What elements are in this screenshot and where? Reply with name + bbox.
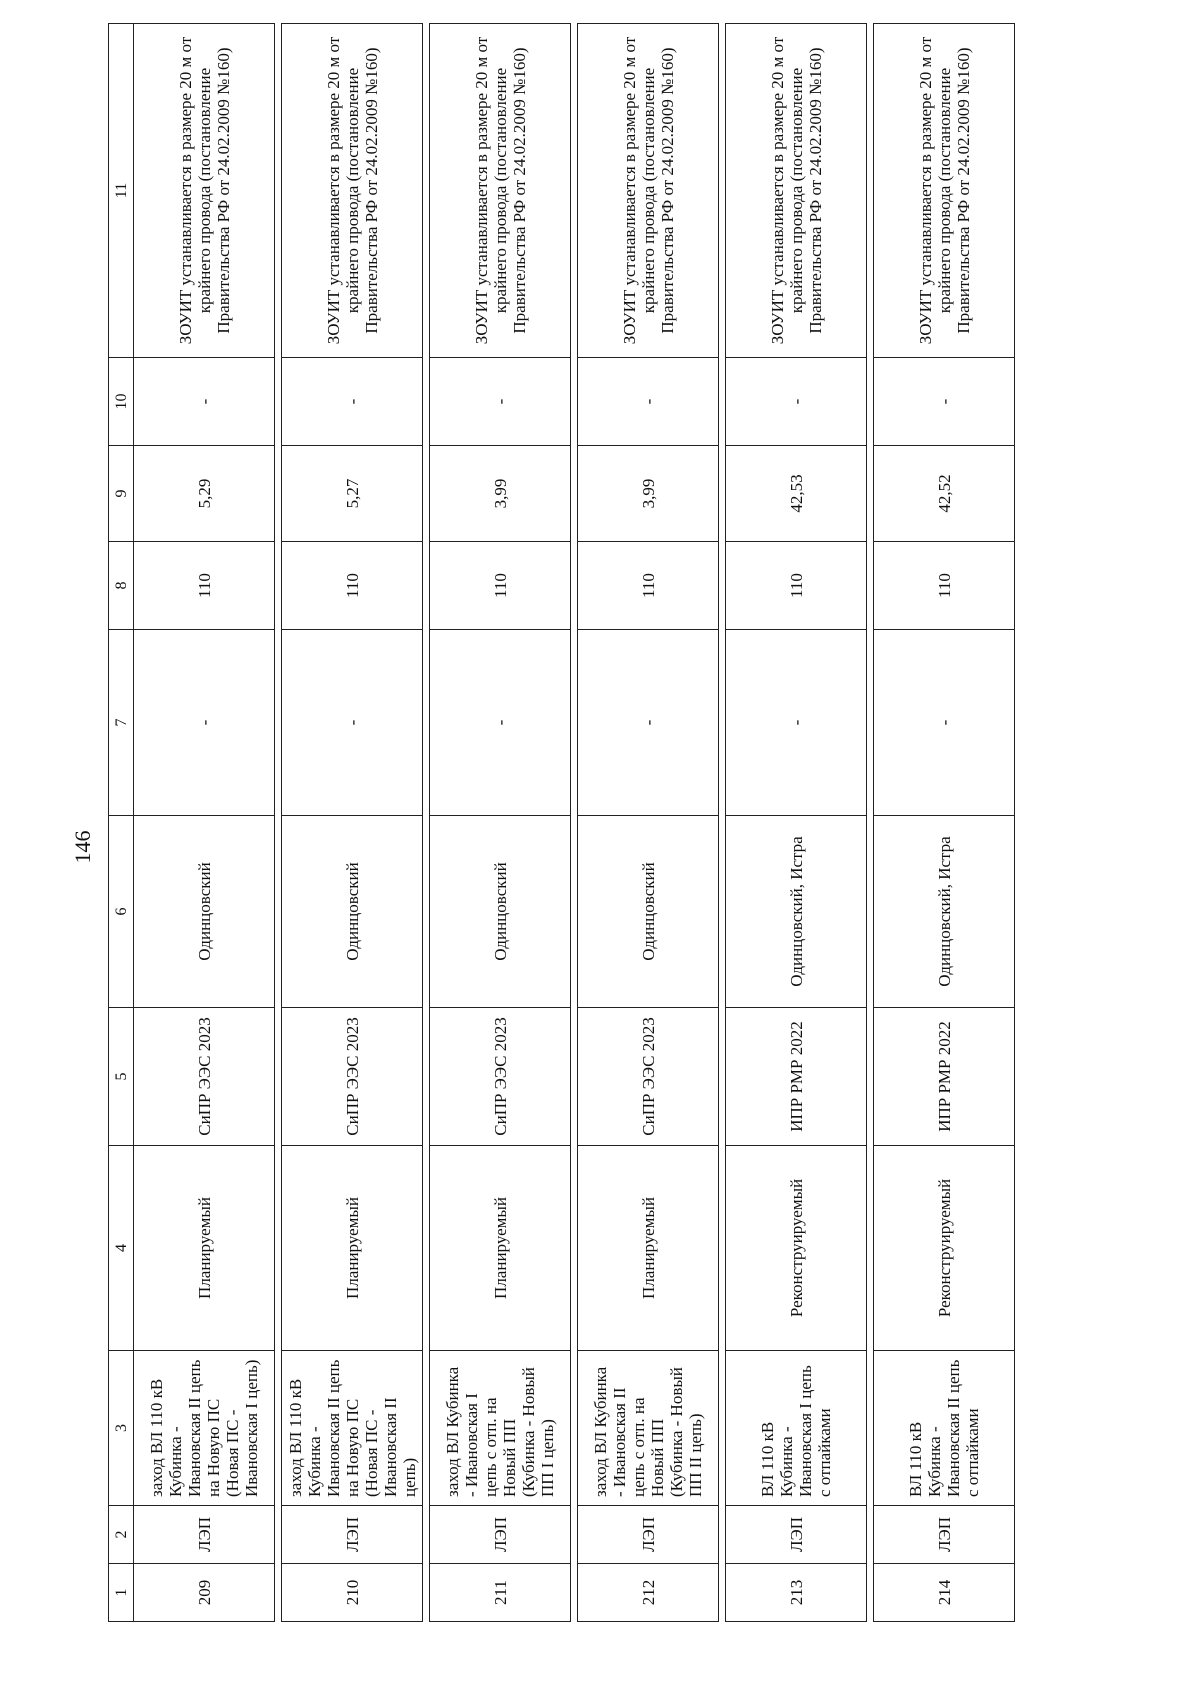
source-document: ИПР РМР 2022 (726, 1008, 867, 1146)
object-name: заход ВЛ 110 кВ Кубинка - Ивановская II цепь на Новую ПС (Новая ПС - Ивановская II цепь) (282, 1351, 423, 1506)
row-separator (275, 24, 282, 1622)
object-type: ЛЭП (282, 1506, 423, 1564)
object-type: ЛЭП (430, 1506, 571, 1564)
length-value: 5,27 (282, 446, 423, 542)
row-separator (423, 24, 430, 1622)
column-header: 11 (109, 24, 134, 358)
district: Одинцовский, Истра (726, 816, 867, 1008)
district: Одинцовский (282, 816, 423, 1008)
table-row (726, 24, 867, 1622)
object-type: ЛЭП (874, 1506, 1015, 1564)
column-header: 5 (109, 1008, 134, 1146)
row-separator (867, 24, 874, 1622)
object-status: Планируемый (134, 1146, 275, 1351)
column-header: 4 (109, 1146, 134, 1351)
zone-note: ЗОУИТ устанавливается в размере 20 м от крайнего провода (постановление Правительства РФ от 24.02.2009 №160) (282, 24, 423, 358)
row-number: 211 (430, 1564, 571, 1622)
header-row (109, 24, 134, 1622)
length-value: 3,99 (578, 446, 719, 542)
data-table (108, 23, 1015, 1622)
object-name: заход ВЛ 110 кВ Кубинка - Ивановская II цепь на Новую ПС (Новая ПС - Ивановская I цепь) (134, 1351, 275, 1506)
object-status: Планируемый (578, 1146, 719, 1351)
row-number: 213 (726, 1564, 867, 1622)
length-value: 42,52 (874, 446, 1015, 542)
table-row (430, 24, 571, 1622)
col10-value: - (578, 358, 719, 446)
row-separator (571, 24, 578, 1622)
object-type: ЛЭП (134, 1506, 275, 1564)
col7-value: - (430, 630, 571, 816)
object-name: ВЛ 110 кВ Кубинка - Ивановская II цепь с отпайками (874, 1351, 1015, 1506)
table-row (134, 24, 275, 1622)
col10-value: - (134, 358, 275, 446)
object-status: Планируемый (430, 1146, 571, 1351)
col10-value: - (874, 358, 1015, 446)
object-type: ЛЭП (578, 1506, 719, 1564)
zone-note: ЗОУИТ устанавливается в размере 20 м от крайнего провода (постановление Правительства РФ от 24.02.2009 №160) (726, 24, 867, 358)
voltage-value: 110 (874, 542, 1015, 630)
row-number: 209 (134, 1564, 275, 1622)
column-header: 8 (109, 542, 134, 630)
column-header: 10 (109, 358, 134, 446)
column-header: 7 (109, 630, 134, 816)
page-number: 146 (70, 830, 95, 864)
zone-note: ЗОУИТ устанавливается в размере 20 м от крайнего провода (постановление Правительства РФ от 24.02.2009 №160) (874, 24, 1015, 358)
column-header: 2 (109, 1506, 134, 1564)
column-header: 3 (109, 1351, 134, 1506)
row-number: 212 (578, 1564, 719, 1622)
col7-value: - (726, 630, 867, 816)
voltage-value: 110 (726, 542, 867, 630)
col7-value: - (874, 630, 1015, 816)
col7-value: - (134, 630, 275, 816)
source-document: СиПР ЭЭС 2023 (134, 1008, 275, 1146)
column-header: 6 (109, 816, 134, 1008)
length-value: 3,99 (430, 446, 571, 542)
object-status: Реконструируемый (874, 1146, 1015, 1351)
district: Одинцовский (430, 816, 571, 1008)
district: Одинцовский, Истра (874, 816, 1015, 1008)
col10-value: - (282, 358, 423, 446)
column-header: 1 (109, 1564, 134, 1622)
voltage-value: 110 (134, 542, 275, 630)
source-document: СиПР ЭЭС 2023 (430, 1008, 571, 1146)
row-number: 210 (282, 1564, 423, 1622)
object-type: ЛЭП (726, 1506, 867, 1564)
length-value: 5,29 (134, 446, 275, 542)
object-name: ВЛ 110 кВ Кубинка - Ивановская I цепь с отпайками (726, 1351, 867, 1506)
district: Одинцовский (134, 816, 275, 1008)
table-row (874, 24, 1015, 1622)
col10-value: - (726, 358, 867, 446)
zone-note: ЗОУИТ устанавливается в размере 20 м от крайнего провода (постановление Правительства РФ от 24.02.2009 №160) (134, 24, 275, 358)
voltage-value: 110 (430, 542, 571, 630)
column-header: 9 (109, 446, 134, 542)
col10-value: - (430, 358, 571, 446)
table-row (578, 24, 719, 1622)
source-document: СиПР ЭЭС 2023 (282, 1008, 423, 1146)
object-status: Реконструируемый (726, 1146, 867, 1351)
col7-value: - (282, 630, 423, 816)
col7-value: - (578, 630, 719, 816)
source-document: ИПР РМР 2022 (874, 1008, 1015, 1146)
district: Одинцовский (578, 816, 719, 1008)
table-row (282, 24, 423, 1622)
voltage-value: 110 (282, 542, 423, 630)
voltage-value: 110 (578, 542, 719, 630)
object-name: заход ВЛ Кубинка - Ивановская I цепь с отп. на Новый ПП (Кубинка - Новый ПП I цепь) (430, 1351, 571, 1506)
object-status: Планируемый (282, 1146, 423, 1351)
source-document: СиПР ЭЭС 2023 (578, 1008, 719, 1146)
row-separator (719, 24, 726, 1622)
row-number: 214 (874, 1564, 1015, 1622)
length-value: 42,53 (726, 446, 867, 542)
object-name: заход ВЛ Кубинка - Ивановская II цепь с отп. на Новый ПП (Кубинка - Новый ПП II цепь) (578, 1351, 719, 1506)
zone-note: ЗОУИТ устанавливается в размере 20 м от крайнего провода (постановление Правительства РФ от 24.02.2009 №160) (430, 24, 571, 358)
zone-note: ЗОУИТ устанавливается в размере 20 м от крайнего провода (постановление Правительства РФ от 24.02.2009 №160) (578, 24, 719, 358)
